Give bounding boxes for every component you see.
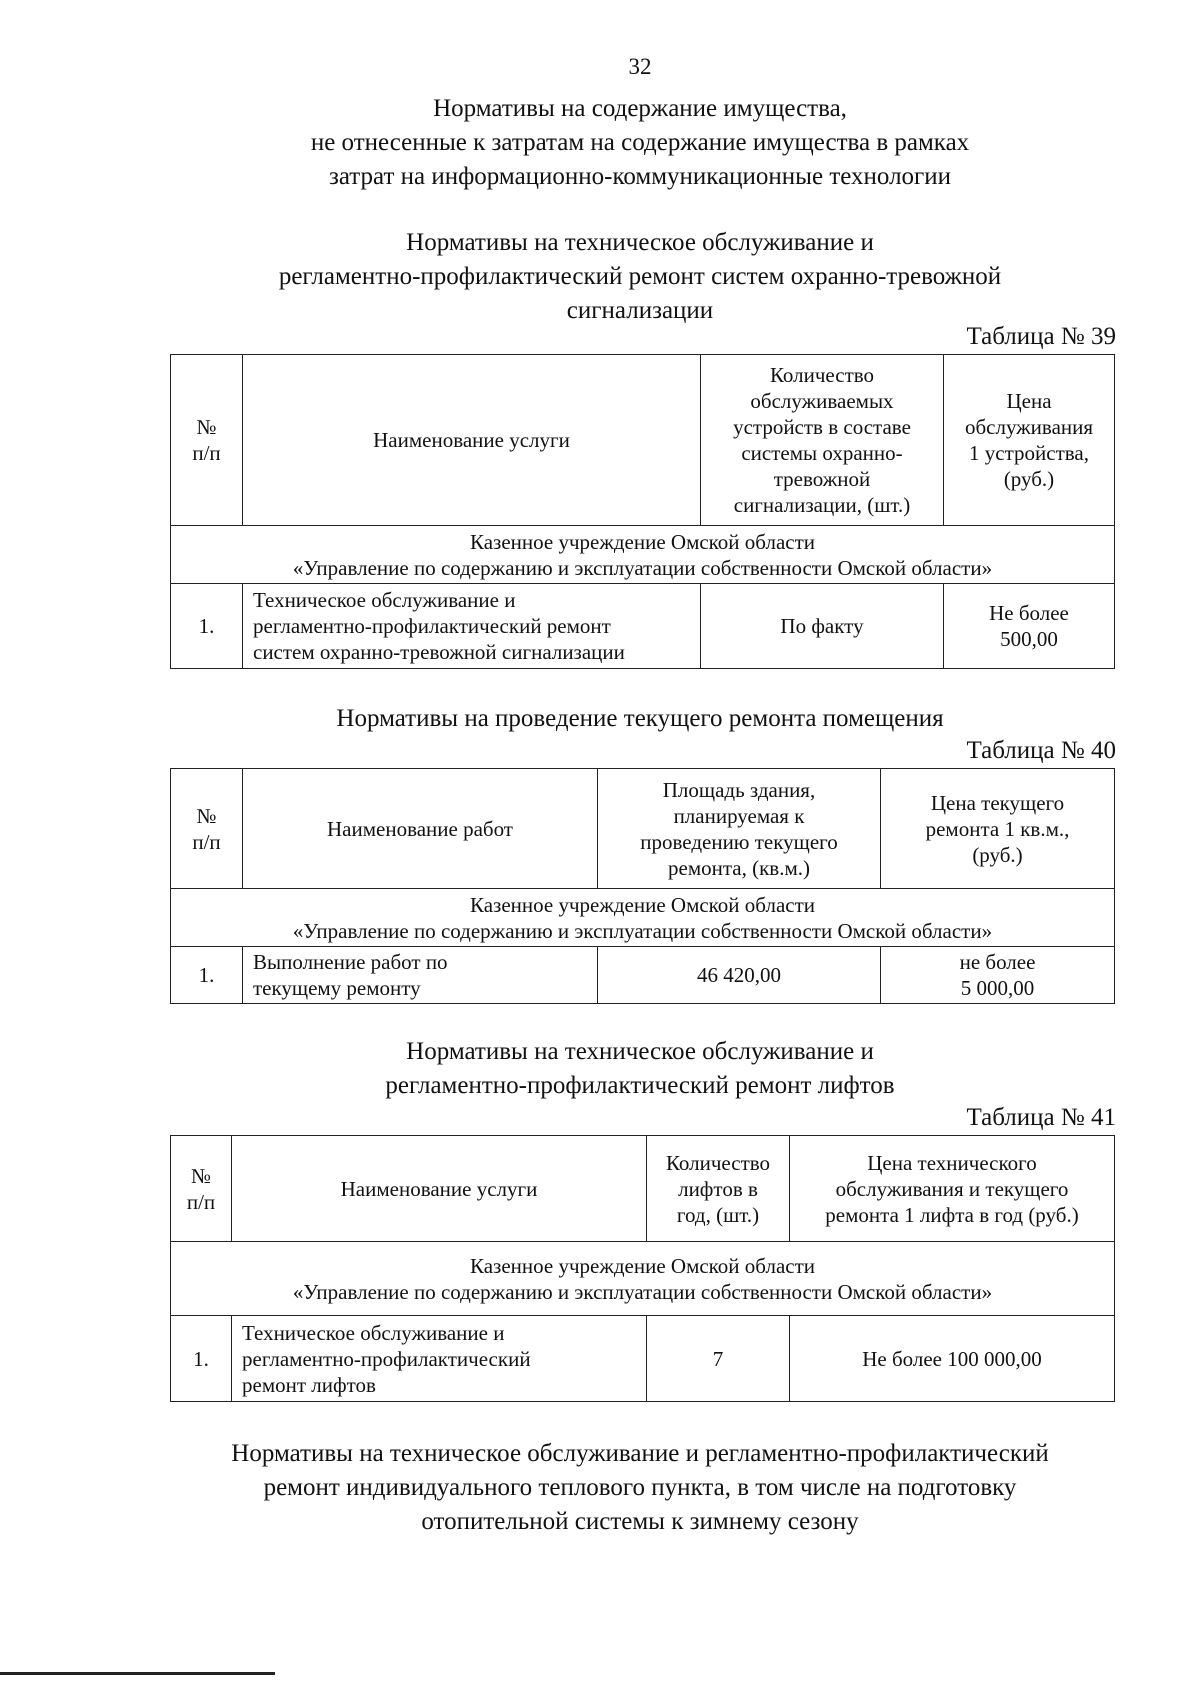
- table-label-41: Таблица № 41: [966, 1104, 1116, 1131]
- header-number: № п/п: [171, 355, 243, 526]
- table-row: [171, 1316, 1115, 1402]
- row-price: не более 5 000,00: [881, 947, 1115, 1004]
- org-row: [171, 889, 1115, 947]
- row-quantity: 7: [647, 1316, 790, 1402]
- table-row: [171, 584, 1115, 669]
- header-price: Цена обслуживания 1 устройства, (руб.): [944, 355, 1115, 526]
- section-heading-table-41: Нормативы на техническое обслуживание и регламентно-профилактический ремонт лифтов: [385, 1038, 895, 1099]
- header-quantity: Количество обслуживаемых устройств в составе системы охранно- тревожной сигнализации, (шт.): [701, 355, 944, 526]
- table-41: [170, 1135, 1115, 1402]
- header-number: № п/п: [171, 769, 243, 889]
- org-name: Казенное учреждение Омской области «Управление по содержанию и эксплуатации собственности Омской области»: [171, 526, 1115, 584]
- row-number: 1.: [171, 947, 243, 1004]
- header-quantity: Количество лифтов в год, (шт.): [647, 1136, 790, 1242]
- row-service-name: Техническое обслуживание и регламентно-профилактический ремонт систем охранно-тревожной сигнализации: [243, 584, 701, 669]
- table-label-39: Таблица № 39: [966, 323, 1116, 350]
- header-price: Цена технического обслуживания и текущего ремонта 1 лифта в год (руб.): [790, 1136, 1115, 1242]
- row-service-name: Техническое обслуживание и регламентно-профилактический ремонт лифтов: [232, 1316, 647, 1402]
- org-row: [171, 1242, 1115, 1316]
- org-row: [171, 526, 1115, 584]
- header-service-name: Наименование услуги: [243, 355, 701, 526]
- page-number: 32: [628, 54, 652, 79]
- table-header-row: [171, 769, 1115, 889]
- table-39: [170, 354, 1115, 669]
- row-area: 46 420,00: [598, 947, 881, 1004]
- row-price: Не более 500,00: [944, 584, 1115, 669]
- footer-divider: [0, 1672, 275, 1675]
- row-quantity: По факту: [701, 584, 944, 669]
- table-header-row: [171, 355, 1115, 526]
- header-number: № п/п: [171, 1136, 232, 1242]
- row-number: 1.: [171, 1316, 232, 1402]
- row-work-name: Выполнение работ по текущему ремонту: [243, 947, 598, 1004]
- table-header-row: [171, 1136, 1115, 1242]
- org-name: Казенное учреждение Омской области «Управление по содержанию и эксплуатации собственности Омской области»: [171, 1242, 1115, 1316]
- org-name: Казенное учреждение Омской области «Управление по содержанию и эксплуатации собственности Омской области»: [171, 889, 1115, 947]
- final-heading: Нормативы на техническое обслуживание и регламентно-профилактический ремонт индивидуального теплового пункта, в том числе на подготовку отопительной системы к зимнему сезону: [231, 1440, 1049, 1535]
- section-heading-table-40: Нормативы на проведение текущего ремонта помещения: [336, 705, 944, 732]
- table-row: [171, 947, 1115, 1004]
- main-heading: Нормативы на содержание имущества, не отнесенные к затратам на содержание имущества в рамках затрат на информационно-коммуникационные технологии: [310, 95, 970, 190]
- row-number: 1.: [171, 584, 243, 669]
- section-heading-table-39: Нормативы на техническое обслуживание и регламентно-профилактический ремонт систем охранно-тревожной сигнализации: [278, 229, 1002, 324]
- header-area: Площадь здания, планируемая к проведению текущего ремонта, (кв.м.): [598, 769, 881, 889]
- table-label-40: Таблица № 40: [966, 737, 1116, 764]
- table-40: [170, 768, 1115, 1004]
- header-service-name: Наименование услуги: [232, 1136, 647, 1242]
- row-price: Не более 100 000,00: [790, 1316, 1115, 1402]
- header-price: Цена текущего ремонта 1 кв.м., (руб.): [881, 769, 1115, 889]
- header-work-name: Наименование работ: [243, 769, 598, 889]
